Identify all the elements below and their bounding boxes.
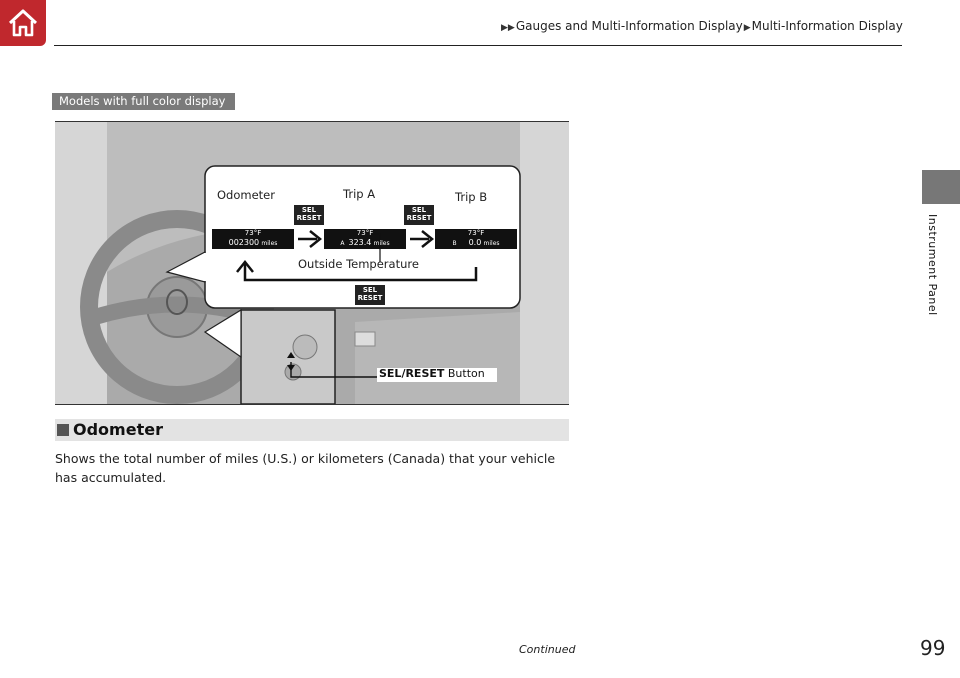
- odometer-display: 73°F 002300 miles: [228, 229, 278, 247]
- sel-reset-callout: SEL/RESET Button: [379, 367, 485, 380]
- trip-b-display: 73°F B 0.0 miles: [452, 229, 500, 247]
- trip-a-display: 73°F A 323.4 miles: [340, 229, 390, 247]
- trip-b-label: Trip B: [455, 190, 488, 204]
- sel-reset-button-1: SEL RESET: [296, 206, 322, 222]
- side-tab-label: Instrument Panel: [926, 214, 939, 316]
- house-icon: [6, 6, 40, 40]
- breadcrumb-arrow-icon: ▶▶: [501, 23, 515, 33]
- continued-label: Continued: [519, 643, 576, 656]
- sel-reset-button-2: SEL RESET: [406, 206, 432, 222]
- breadcrumb-arrow-icon: ▶: [743, 23, 751, 33]
- page-number: 99: [920, 636, 946, 660]
- section-body: Shows the total number of miles (U.S.) or kilometers (Canada) that your vehicle has accumulated.: [55, 451, 556, 485]
- side-tab-marker: [922, 170, 960, 204]
- breadcrumb: [500, 19, 903, 33]
- section-square-icon: [57, 424, 69, 436]
- home-button[interactable]: [0, 0, 46, 46]
- sel-reset-button-3: SEL RESET: [357, 286, 383, 302]
- models-tag: Models with full color display: [52, 93, 235, 110]
- section-heading-bar: [55, 419, 569, 441]
- breadcrumb-item-gauges[interactable]: Gauges and Multi-Information Display: [515, 19, 743, 33]
- breadcrumb-item-mid[interactable]: Multi-Information Display: [751, 19, 903, 33]
- dashboard-illustration: [55, 121, 569, 405]
- section-title: Odometer: [73, 420, 163, 439]
- odometer-label: Odometer: [217, 188, 275, 202]
- header-rule: [54, 45, 902, 46]
- trip-a-label: Trip A: [343, 187, 376, 201]
- outside-temperature-label: Outside Temperature: [298, 257, 419, 271]
